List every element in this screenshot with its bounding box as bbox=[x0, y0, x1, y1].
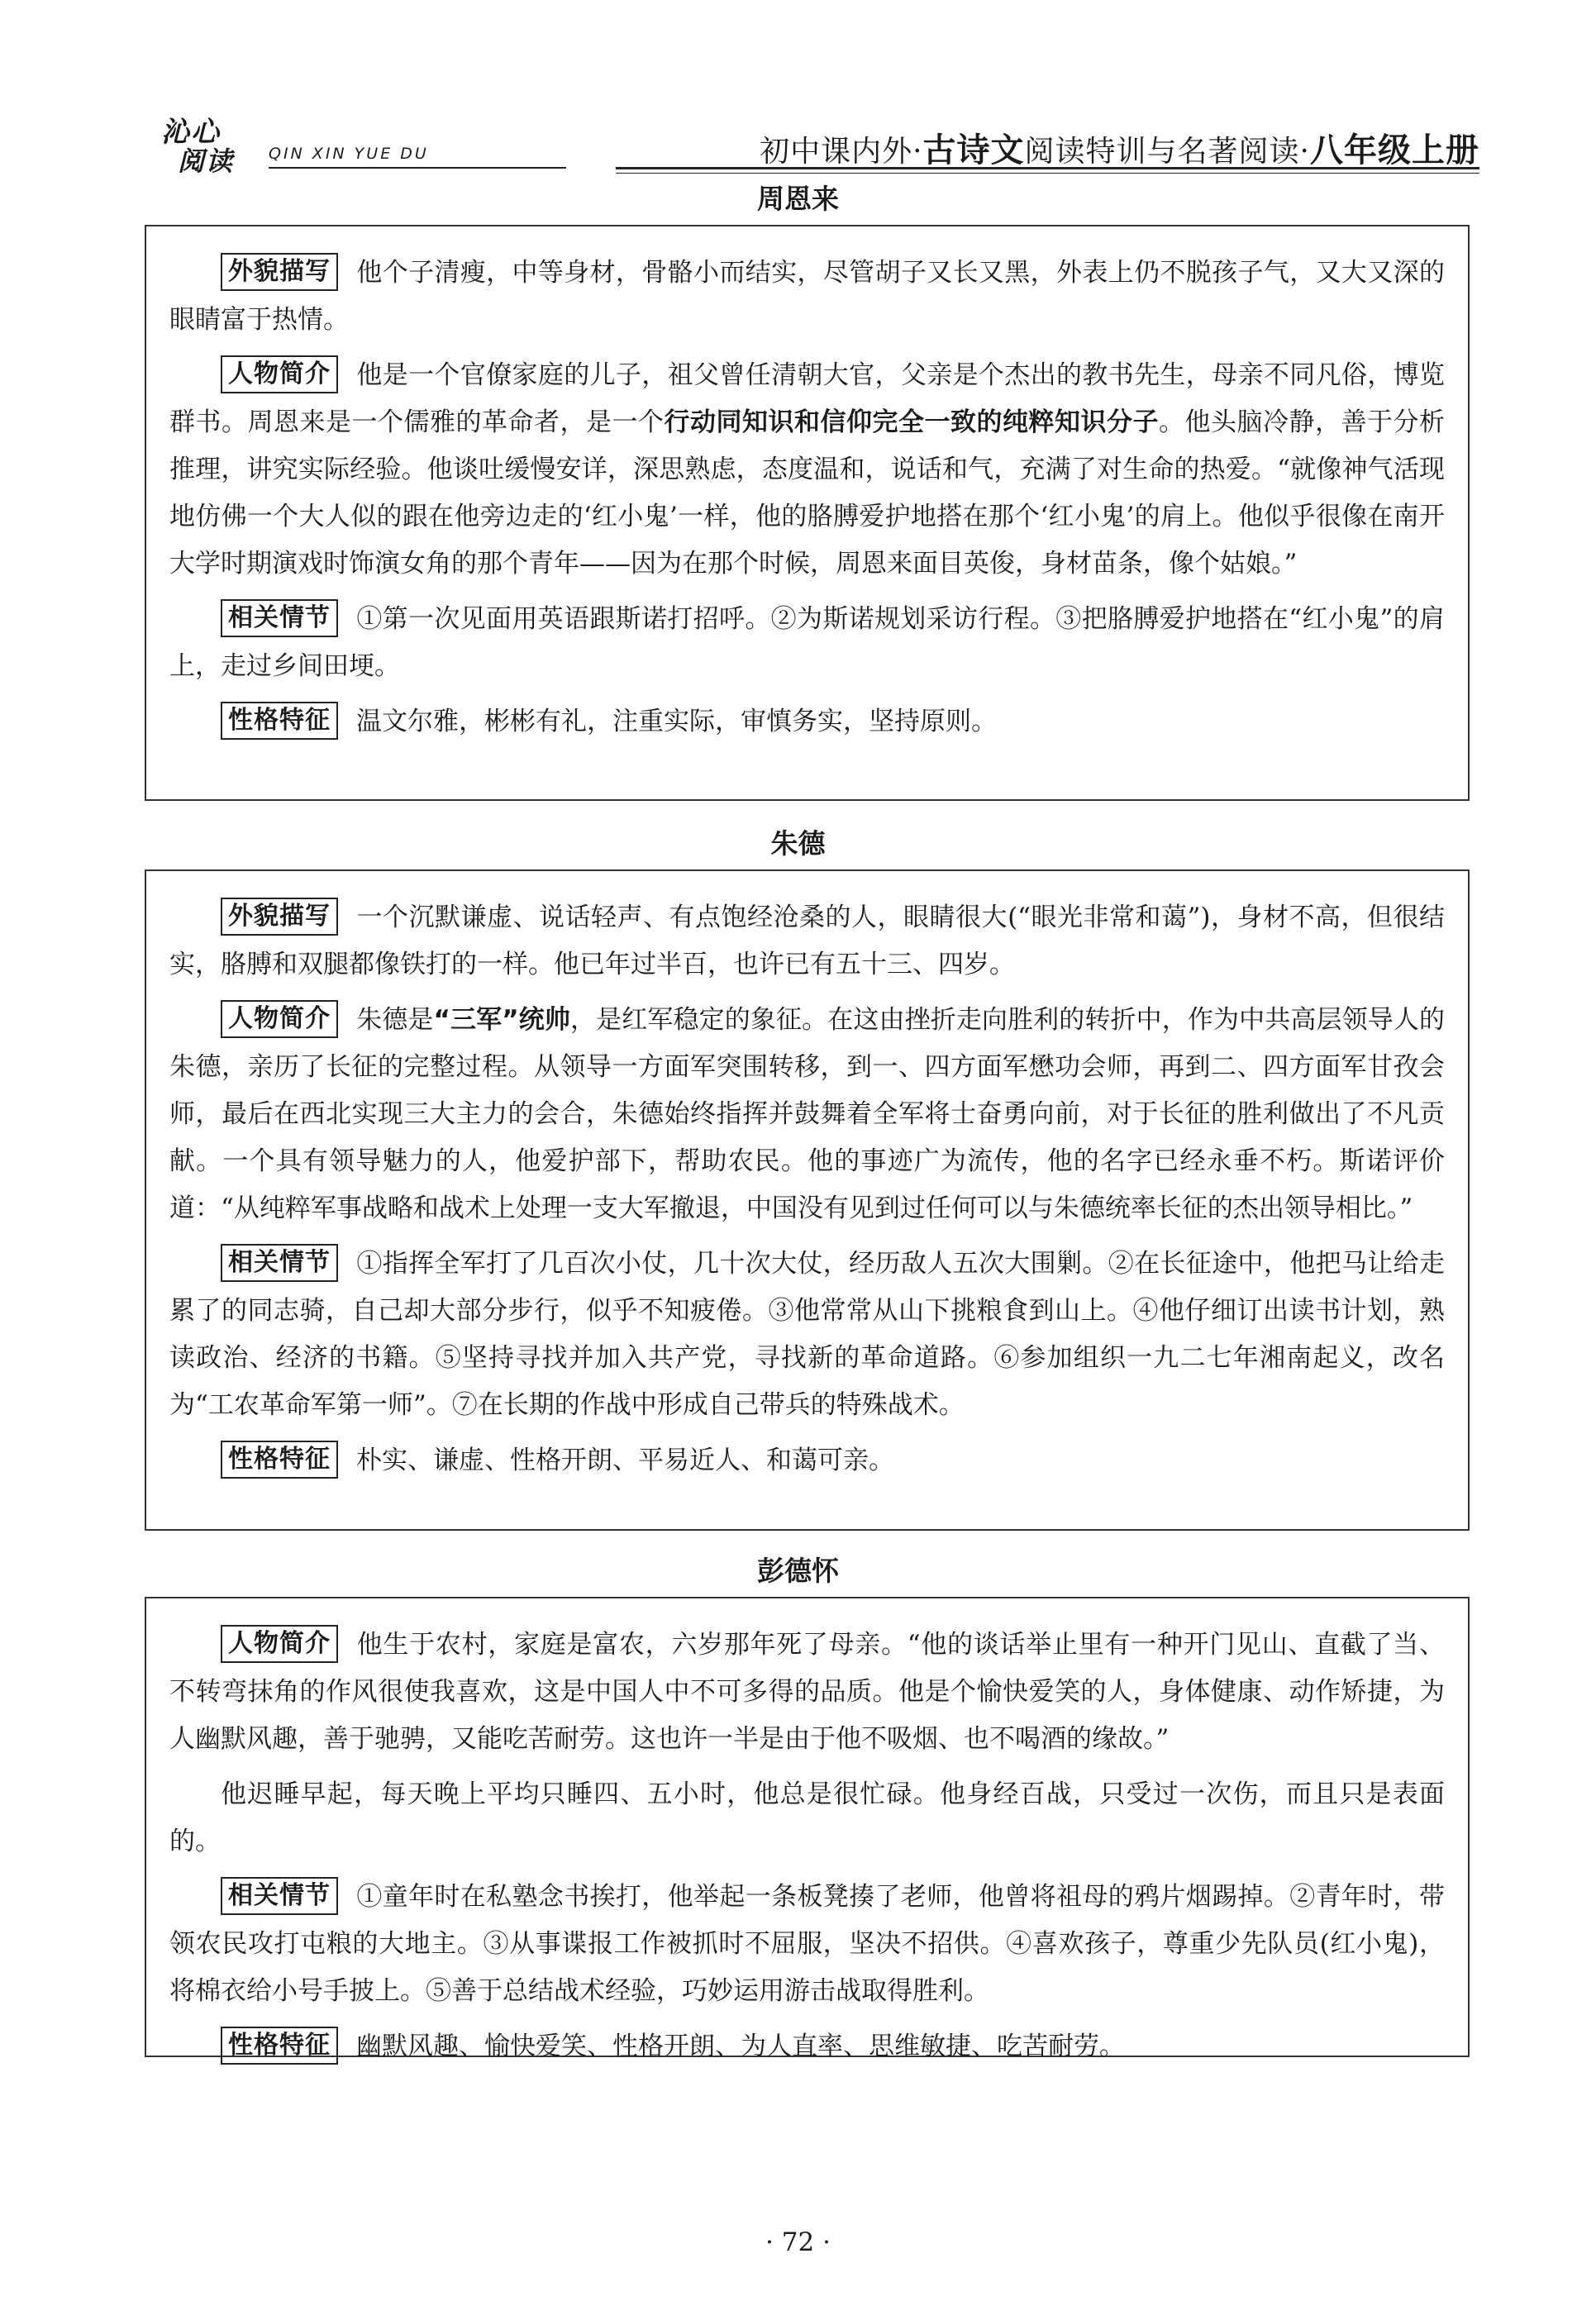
appearance-text: 一个沉默谦虚、说话轻声、有点饱经沧桑的人，眼睛很大(“眼光非常和蔼”)，身材不高，但很结实，胳膊和双腿都像铁打的一样。他已年过半百，也许已有五十三、四岁。 bbox=[169, 903, 1445, 979]
logo-pinyin: QIN XIN YUE DU bbox=[269, 145, 429, 163]
logo-text-top: 沁心 bbox=[161, 116, 221, 149]
series-separator: · bbox=[912, 135, 923, 169]
section-title-zhu: 朱德 bbox=[770, 827, 826, 860]
plot-text: ①指挥全军打了几百次小仗，几十次大仗，经历敌人五次大围剿。②在长征途中，他把马让给走累了的同志骑，自己却大部分步行，似乎不知疲倦。③他常常从山下挑粮食到山上。④他仔细订出读书计划，熟读政治、经济的书籍。⑤坚持寻找并加入共产党，寻找新的革命道路。⑥参加组织一九二七年湘南起义，改名为“工农革命军第一师”。⑦在长期的作战中形成自己带兵的特殊战术。 bbox=[169, 1249, 1445, 1420]
intro-text: 。他头脑冷静，善于分析推理，讲究实际经验。他谈吐缓慢安详，深思熟虑，态度温和，说话和气，充满了对生命的热爱。“就像神气活现地仿佛一个大人似的跟在他旁边走的‘红小鬼’一样，他的胳膊爱护地搭在那个‘红小鬼’的肩上。他似乎很像在南开大学时期演戏时饰演女角的那个青年——因为在那个时候，周恩来面目英俊，身材苗条，像个姑娘。” bbox=[169, 407, 1445, 579]
header-rule bbox=[616, 173, 1479, 174]
trait-text: 温文尔雅，彬彬有礼，注重实际，审慎务实，坚持原则。 bbox=[356, 707, 997, 736]
logo-underline bbox=[269, 167, 566, 169]
plot-tag: 相关情节 bbox=[221, 1244, 338, 1282]
trait-text: 朴实、谦虚、性格开朗、平易近人、和蔼可亲。 bbox=[356, 1446, 894, 1475]
trait-paragraph bbox=[169, 698, 1445, 746]
intro-paragraph bbox=[169, 352, 1445, 588]
intro-bold-text: 行动同知识和信仰完全一致的纯粹知识分子 bbox=[664, 407, 1159, 437]
trait-text: 幽默风趣、愉快爱笑、性格开朗、为人直率、思维敏捷、吃苦耐劳。 bbox=[356, 2032, 1125, 2061]
appearance-paragraph bbox=[169, 894, 1445, 989]
intro-tag: 人物简介 bbox=[221, 1000, 338, 1038]
series-separator: · bbox=[1299, 135, 1310, 169]
page-number: · 72 · bbox=[765, 2227, 831, 2257]
intro-tag: 人物简介 bbox=[221, 1625, 338, 1663]
series-emphasis: 古诗文 bbox=[922, 131, 1025, 169]
appearance-text: 他个子清瘦，中等身材，骨骼小而结实，尽管胡子又长又黑，外表上仍不脱孩子气，又大又深的眼睛富于热情。 bbox=[169, 258, 1445, 335]
trait-paragraph bbox=[169, 2023, 1445, 2070]
character-box-peng bbox=[145, 1597, 1470, 2061]
series-prefix: 初中课内外 bbox=[760, 135, 913, 169]
intro-text: 他是一个官僚家庭的儿子，祖父曾任清朝大官，父亲是个杰出的教书先生，母亲不同凡俗，博览群书。周恩来是一个儒雅的革命者，是一个 bbox=[169, 360, 1445, 437]
logo-text-bottom: 阅读 bbox=[178, 145, 235, 177]
intro-paragraph-continued: 他迟睡早起，每天晚上平均只睡四、五小时，他总是很忙碌。他身经百战，只受过一次伤，而且只是表面的。 bbox=[169, 1779, 1445, 1856]
appearance-tag: 外貌描写 bbox=[221, 898, 338, 936]
plot-tag: 相关情节 bbox=[221, 599, 338, 637]
trait-tag: 性格特征 bbox=[221, 1441, 338, 1479]
plot-paragraph bbox=[169, 1874, 1445, 2015]
intro-bold-text: “三军”统帅 bbox=[433, 1005, 570, 1035]
section-title-peng: 彭德怀 bbox=[757, 1555, 839, 1587]
intro-text: 朱德是 bbox=[356, 1005, 434, 1035]
appearance-paragraph bbox=[169, 250, 1445, 344]
page-header bbox=[136, 107, 1479, 177]
intro-text: ，是红军稳定的象征。在这由挫折走向胜利的转折中，作为中共高层领导人的朱德，亲历了长征的完整过程。从领导一方面军突围转移，到一、四方面军懋功会师，再到二、四方面军甘孜会师，最后在西北实现三大主力的会合，朱德始终指挥并鼓舞着全军将士奋勇向前，对于长征的胜利做出了不凡贡献。一个具有领导魅力的人，他爱护部下，帮助农民。他的事迹广为流传，他的名字已经永垂不朽。斯诺评价道：“从纯粹军事战略和战术上处理一支大军撤退，中国没有见到过任何可以与朱德统率长征的杰出领导相比。” bbox=[169, 1005, 1446, 1223]
header-rule bbox=[616, 167, 1479, 169]
intro-paragraph bbox=[169, 997, 1445, 1232]
trait-tag: 性格特征 bbox=[221, 2027, 338, 2065]
intro-paragraph bbox=[169, 1622, 1445, 1763]
character-box-zhu bbox=[145, 869, 1470, 1531]
trait-paragraph bbox=[169, 1437, 1445, 1484]
series-middle: 阅读特训与名著阅读 bbox=[1024, 135, 1300, 169]
series-grade: 八年级上册 bbox=[1310, 131, 1479, 169]
appearance-tag: 外貌描写 bbox=[221, 253, 338, 291]
character-box-zhou bbox=[145, 225, 1470, 801]
plot-text: ①童年时在私塾念书挨打，他举起一条板凳揍了老师，他曾将祖母的鸦片烟踢掉。②青年时，带领农民攻打屯粮的大地主。③从事谍报工作被抓时不屈服，坚决不招供。④喜欢孩子，尊重少先队员(红小鬼)，将棉衣给小号手披上。⑤善于总结战术经验，巧妙运用游击战取得胜利。 bbox=[169, 1882, 1445, 2006]
intro-text: 他生于农村，家庭是富农，六岁那年死了母亲。“他的谈话举止里有一种开门见山、直截了当、不转弯抹角的作风很使我喜欢，这是中国人中不可多得的品质。他是个愉快爱笑的人，身体健康、动作矫捷，为人幽默风趣，善于驰骋，又能吃苦耐劳。这也许一半是由于他不吸烟、也不喝酒的缘故。” bbox=[169, 1630, 1445, 1754]
publisher-logo bbox=[145, 107, 574, 177]
plot-paragraph bbox=[169, 1241, 1445, 1429]
plot-tag: 相关情节 bbox=[221, 1877, 338, 1915]
intro-tag: 人物简介 bbox=[221, 355, 338, 393]
trait-tag: 性格特征 bbox=[221, 702, 338, 740]
series-title bbox=[760, 124, 1479, 171]
section-title-zhou: 周恩来 bbox=[757, 183, 839, 215]
plot-text: ①第一次见面用英语跟斯诺打招呼。②为斯诺规划采访行程。③把胳膊爱护地搭在“红小鬼”的肩上，走过乡间田埂。 bbox=[169, 604, 1445, 681]
plot-paragraph bbox=[169, 596, 1445, 690]
